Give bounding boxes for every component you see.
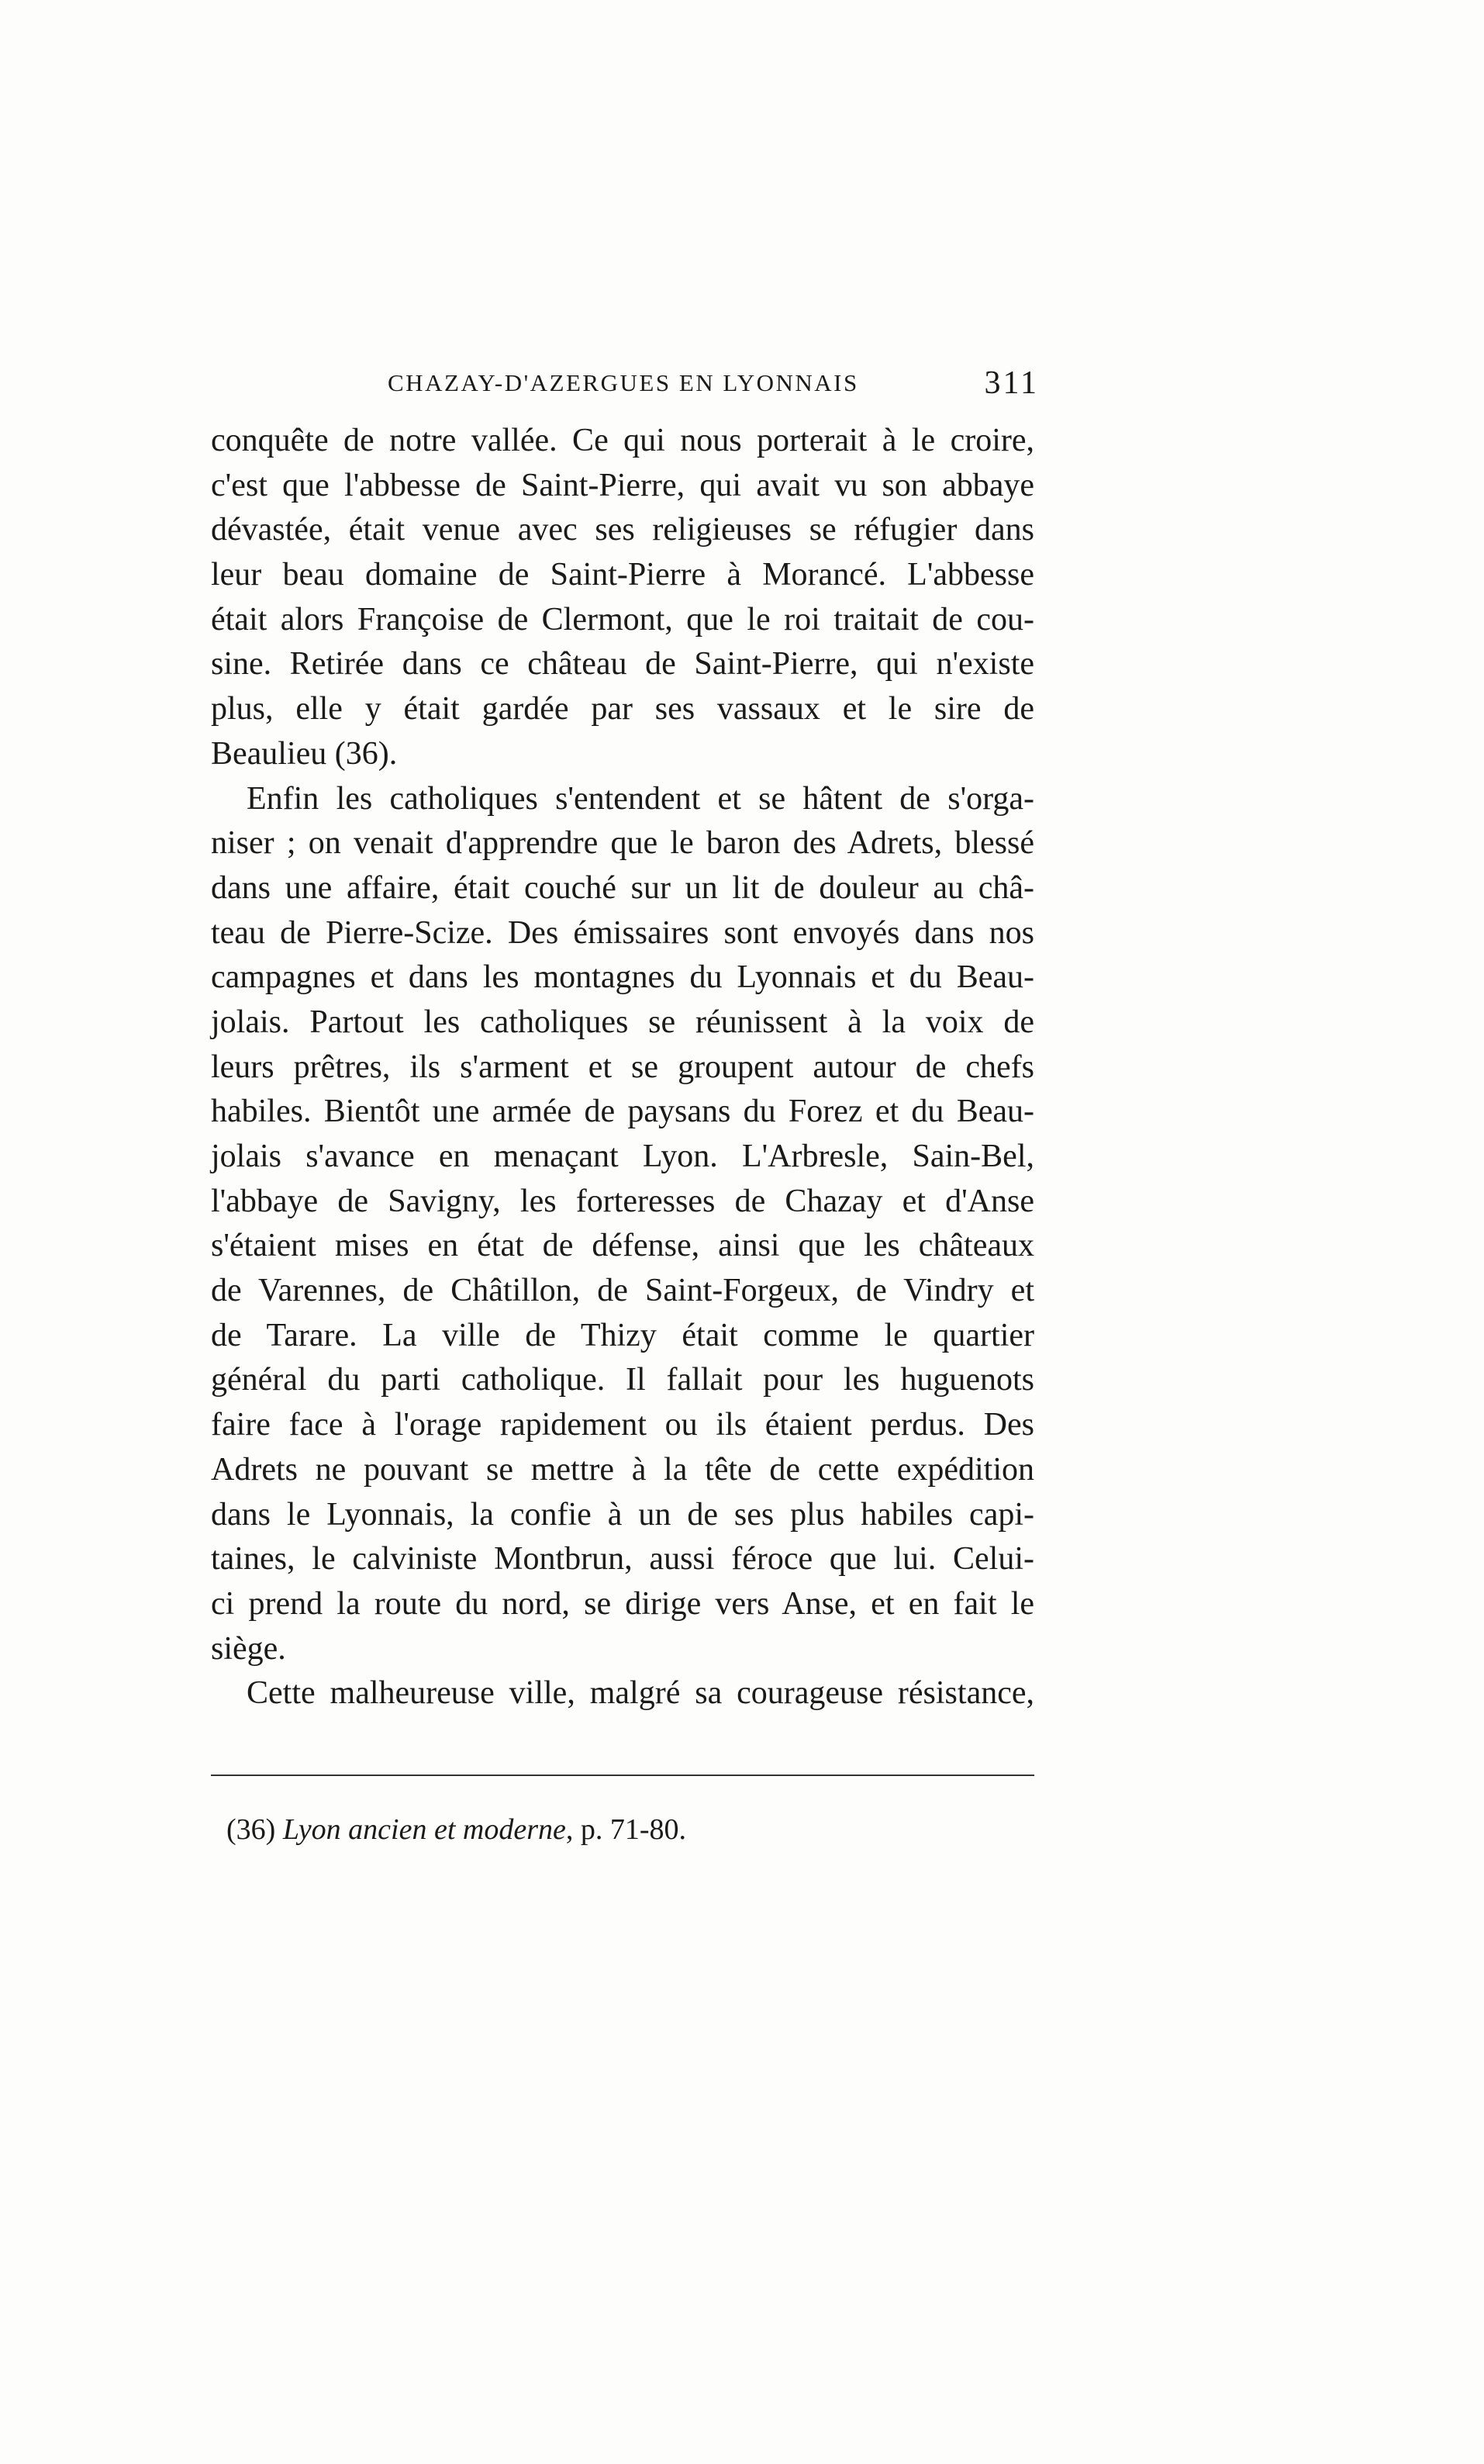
running-title: CHAZAY-D'AZERGUES EN LYONNAIS [388, 369, 859, 396]
body-text [211, 419, 1034, 1716]
footnote-marker: (36) [226, 1813, 276, 1846]
text-line: siège. [211, 1630, 286, 1667]
text-line: dans une affaire, était couché sur un lit de douleur au châ- [211, 869, 1034, 906]
running-head [388, 365, 1039, 411]
text-line: s'étaient mises en état de défense, ainsi que les châteaux [211, 1228, 1034, 1264]
text-line: dévastée, était venue avec ses religieuses se réfugier dans [211, 512, 1034, 548]
text-line: général du parti catholique. Il fallait pour les huguenots [211, 1362, 1034, 1398]
page-number: 311 [984, 365, 1039, 401]
text-line: Cette malheureuse ville, malgré sa courageuse résistance, [247, 1675, 1034, 1712]
text-line: leur beau domaine de Saint-Pierre à Morancé. L'abbesse [211, 557, 1034, 593]
paragraph [211, 1671, 1034, 1716]
text-line: teau de Pierre-Scize. Des émissaires sont envoyés dans nos [211, 914, 1034, 951]
paragraph [211, 777, 1034, 1672]
text-line: niser ; on venait d'apprendre que le baron des Adrets, blessé [211, 825, 1034, 862]
text-line: plus, elle y était gardée par ses vassaux et le sire de [211, 691, 1034, 727]
text-line: Beaulieu (36). [211, 735, 398, 772]
text-line: leurs prêtres, ils s'arment et se groupent autour de chefs [211, 1049, 1034, 1085]
text-line: de Tarare. La ville de Thizy était comme le quartier [211, 1317, 1034, 1353]
text-line: l'abbaye de Savigny, les forteresses de Chazay et d'Anse [211, 1183, 1034, 1219]
paragraph [211, 419, 1034, 777]
footnote-title: Lyon ancien et moderne [282, 1813, 566, 1846]
footnote-pages: , p. 71-80. [565, 1813, 687, 1846]
text-line: taines, le calviniste Montbrun, aussi féroce que lui. Celui- [211, 1541, 1034, 1578]
text-line: jolais s'avance en menaçant Lyon. L'Arbresle, Sain-Bel, [211, 1139, 1034, 1174]
text-line: dans le Lyonnais, la confie à un de ses plus habiles capi- [211, 1496, 1034, 1533]
text-line: faire face à l'orage rapidement ou ils étaient perdus. Des [211, 1407, 1034, 1443]
text-line: était alors Françoise de Clermont, que le roi traitait de cou- [211, 601, 1034, 638]
text-line: conquête de notre vallée. Ce qui nous porterait à le croire, [211, 423, 1034, 458]
text-line: jolais. Partout les catholiques se réunissent à la voix de [211, 1004, 1034, 1040]
footnote-rule [211, 1775, 1034, 1776]
text-line: Enfin les catholiques s'entendent et se hâtent de s'orga- [247, 780, 1034, 817]
footnote [226, 1811, 686, 1848]
text-line: de Varennes, de Châtillon, de Saint-Forgeux, de Vindry et [211, 1273, 1034, 1309]
text-line: habiles. Bientôt une armée de paysans du Forez et du Beau- [211, 1094, 1034, 1130]
text-line: Adrets ne pouvant se mettre à la tête de cette expédition [211, 1451, 1034, 1488]
text-line: campagnes et dans les montagnes du Lyonnais et du Beau- [211, 959, 1034, 996]
text-line: sine. Retirée dans ce château de Saint-Pierre, qui n'existe [211, 646, 1034, 683]
text-line: ci prend la route du nord, se dirige vers Anse, et en fait le [211, 1585, 1034, 1622]
text-line: c'est que l'abbesse de Saint-Pierre, qui avait vu son abbaye [211, 467, 1034, 503]
